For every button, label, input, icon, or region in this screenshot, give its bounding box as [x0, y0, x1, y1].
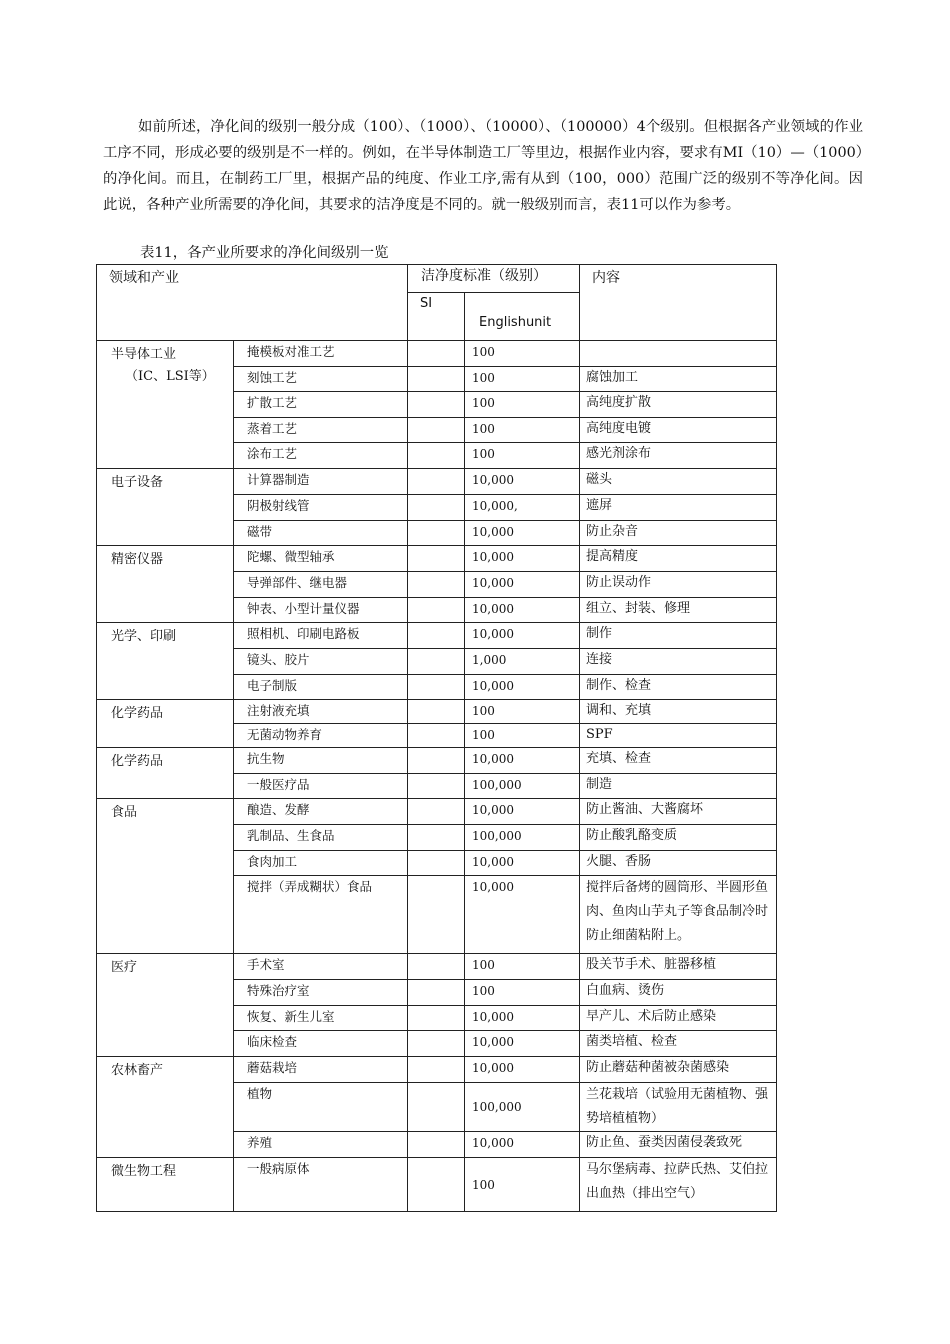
- table-row: [97, 469, 777, 495]
- english-unit-cell: 100: [465, 341, 580, 367]
- content-cell: 高纯度扩散: [580, 392, 777, 418]
- category-cell: [97, 748, 234, 799]
- subfield-cell: 临床检查: [234, 1031, 408, 1057]
- si-cell: [408, 521, 465, 546]
- subfield-cell: 磁带: [234, 521, 408, 546]
- si-cell: [408, 418, 465, 443]
- subfield-cell: 刻蚀工艺: [234, 367, 408, 392]
- si-cell: [408, 980, 465, 1006]
- header-english-unit: Englishunit: [465, 293, 580, 341]
- english-unit-cell: 100: [465, 443, 580, 469]
- content-cell: 搅拌后备烤的圆筒形、半圆形鱼肉、鱼肉山芋丸子等食品制冷时防止细菌粘附上。: [580, 876, 777, 954]
- subfield-cell: 注射液充填: [234, 700, 408, 724]
- category-cell: [97, 341, 234, 469]
- table-row: [97, 954, 777, 980]
- subfield-cell: 蘑菇栽培: [234, 1057, 408, 1083]
- subfield-cell: 搅拌（弄成糊状）食品: [234, 876, 408, 954]
- si-cell: [408, 675, 465, 700]
- content-cell: 遮屏: [580, 495, 777, 521]
- content-cell: 早产儿、术后防止感染: [580, 1006, 777, 1031]
- english-unit-cell: 100: [465, 367, 580, 392]
- category-label: 光学、印刷: [111, 629, 177, 644]
- si-cell: [408, 724, 465, 748]
- category-label: 微生物工程: [111, 1164, 177, 1179]
- header-si: SI: [408, 293, 465, 341]
- subfield-cell: 掩模板对准工艺: [234, 341, 408, 367]
- english-unit-cell: 10,000: [465, 799, 580, 825]
- subfield-cell: 植物: [234, 1083, 408, 1132]
- category-label: 食品: [111, 805, 138, 820]
- english-unit-cell: 10,000,: [465, 495, 580, 521]
- subfield-cell: 手术室: [234, 954, 408, 980]
- english-unit-cell: 100: [465, 954, 580, 980]
- si-cell: [408, 851, 465, 876]
- english-unit-cell: 100: [465, 724, 580, 748]
- content-cell: 高纯度电镀: [580, 418, 777, 443]
- subfield-cell: 阴极射线管: [234, 495, 408, 521]
- content-cell: 防止鱼、蚕类因菌侵袭致死: [580, 1132, 777, 1158]
- category-cell: [97, 1057, 234, 1158]
- category-sublabel: （IC、LSI等）: [125, 369, 215, 384]
- english-unit-cell: 100: [465, 418, 580, 443]
- content-cell: 白血病、烫伤: [580, 980, 777, 1006]
- si-cell: [408, 774, 465, 799]
- content-cell: 火腿、香肠: [580, 851, 777, 876]
- english-unit-cell: 10,000: [465, 851, 580, 876]
- si-cell: [408, 367, 465, 392]
- english-unit-cell: 1,000: [465, 649, 580, 675]
- english-unit-cell: 10,000: [465, 1132, 580, 1158]
- category-label: 电子设备: [111, 475, 164, 490]
- category-cell: [97, 954, 234, 1057]
- english-unit-cell: 100: [465, 700, 580, 724]
- content-cell: 制作、检查: [580, 675, 777, 700]
- table-row: [97, 748, 777, 774]
- subfield-cell: 蒸着工艺: [234, 418, 408, 443]
- subfield-cell: 恢复、新生儿室: [234, 1006, 408, 1031]
- subfield-cell: 电子制版: [234, 675, 408, 700]
- subfield-cell: 养殖: [234, 1132, 408, 1158]
- subfield-cell: 无菌动物养育: [234, 724, 408, 748]
- table-caption: 表11，各产业所要求的净化间级别一览: [140, 245, 389, 261]
- category-cell: [97, 1158, 234, 1212]
- content-cell: 防止酱油、大酱腐坏: [580, 799, 777, 825]
- si-cell: [408, 1083, 465, 1132]
- english-unit-cell: 100,000: [465, 825, 580, 851]
- si-cell: [408, 799, 465, 825]
- content-cell: 防止误动作: [580, 572, 777, 598]
- english-unit-cell: 10,000: [465, 546, 580, 572]
- category-label: 化学药品: [111, 706, 164, 721]
- category-label: 精密仪器: [111, 552, 164, 567]
- content-cell: 防止酸乳酪变质: [580, 825, 777, 851]
- si-cell: [408, 1158, 465, 1212]
- intro-paragraph: 如前所述，净化间的级别一般分成（100）、（1000）、（10000）、（100000）4个级别。但根据各产业领域的作业工序不同，形成必要的级别是不一样的。例如，在半导体制造工厂等里边，根据作业内容，要求有MI（10）—（1000）的净化间。而且，在制药工厂里，根据产品的纯度、作业工序,需有从到（100，000）范围广泛的级别不等净化间。因此说，各种产业所需要的净化间，其要求的洁净度是不同的。就一般级别而言，表11可以作为参考。: [103, 119, 863, 213]
- content-cell: 提高精度: [580, 546, 777, 572]
- subfield-cell: 扩散工艺: [234, 392, 408, 418]
- english-unit-cell: 100: [465, 392, 580, 418]
- si-cell: [408, 825, 465, 851]
- table-row: [97, 799, 777, 825]
- subfield-cell: 计算器制造: [234, 469, 408, 495]
- category-label: 化学药品: [111, 754, 164, 769]
- si-cell: [408, 748, 465, 774]
- si-cell: [408, 392, 465, 418]
- english-unit-cell: 10,000: [465, 623, 580, 649]
- subfield-cell: 特殊治疗室: [234, 980, 408, 1006]
- category-cell: [97, 799, 234, 954]
- english-unit-cell: 100: [465, 1158, 580, 1212]
- content-cell: 腐蚀加工: [580, 367, 777, 392]
- english-unit-cell: 10,000: [465, 521, 580, 546]
- si-cell: [408, 876, 465, 954]
- content-cell: 磁头: [580, 469, 777, 495]
- content-cell: 调和、充填: [580, 700, 777, 724]
- si-cell: [408, 572, 465, 598]
- table-row: [97, 623, 777, 649]
- content-cell: 感光剂涂布: [580, 443, 777, 469]
- si-cell: [408, 623, 465, 649]
- si-cell: [408, 1006, 465, 1031]
- header-content: 内容: [580, 265, 777, 341]
- table-row: [97, 341, 777, 367]
- table-row: [97, 700, 777, 724]
- category-label: 农林畜产: [111, 1063, 164, 1078]
- content-cell: 连接: [580, 649, 777, 675]
- english-unit-cell: 10,000: [465, 675, 580, 700]
- english-unit-cell: 10,000: [465, 469, 580, 495]
- si-cell: [408, 546, 465, 572]
- english-unit-cell: 10,000: [465, 1006, 580, 1031]
- content-cell: 兰花栽培（试验用无菌植物、强势培植植物）: [580, 1083, 777, 1132]
- header-cleanliness: 洁净度标准（级别）: [408, 265, 580, 293]
- english-unit-cell: 100,000: [465, 774, 580, 799]
- header-field: 领域和产业: [97, 265, 408, 341]
- content-cell: [580, 341, 777, 367]
- category-cell: [97, 469, 234, 546]
- subfield-cell: 陀螺、微型轴承: [234, 546, 408, 572]
- subfield-cell: 钟表、小型计量仪器: [234, 598, 408, 623]
- category-cell: [97, 623, 234, 700]
- subfield-cell: 酿造、发酵: [234, 799, 408, 825]
- table-row: [97, 546, 777, 572]
- content-cell: 制作: [580, 623, 777, 649]
- si-cell: [408, 469, 465, 495]
- english-unit-cell: 10,000: [465, 1031, 580, 1057]
- table-body: [97, 341, 777, 1212]
- subfield-cell: 一般医疗品: [234, 774, 408, 799]
- content-cell: 组立、封装、修理: [580, 598, 777, 623]
- english-unit-cell: 100,000: [465, 1083, 580, 1132]
- english-unit-cell: 10,000: [465, 598, 580, 623]
- content-cell: 充填、检查: [580, 748, 777, 774]
- english-unit-cell: 100: [465, 980, 580, 1006]
- english-unit-cell: 10,000: [465, 876, 580, 954]
- content-cell: 股关节手术、脏器移植: [580, 954, 777, 980]
- si-cell: [408, 1057, 465, 1083]
- category-label: 医疗: [111, 960, 138, 975]
- cleanroom-class-table: [96, 264, 777, 1212]
- content-cell: 防止杂音: [580, 521, 777, 546]
- category-label: 半导体工业: [111, 347, 177, 362]
- subfield-cell: 乳制品、生食品: [234, 825, 408, 851]
- subfield-cell: 食肉加工: [234, 851, 408, 876]
- content-cell: 马尔堡病毒、拉萨氏热、艾伯拉出血热（排出空气）: [580, 1158, 777, 1212]
- si-cell: [408, 443, 465, 469]
- subfield-cell: 照相机、印刷电路板: [234, 623, 408, 649]
- subfield-cell: 镜头、胶片: [234, 649, 408, 675]
- table-row: [97, 1158, 777, 1212]
- subfield-cell: 涂布工艺: [234, 443, 408, 469]
- content-cell: 防止蘑菇种菌被杂菌感染: [580, 1057, 777, 1083]
- si-cell: [408, 495, 465, 521]
- category-cell: [97, 700, 234, 748]
- content-cell: 制造: [580, 774, 777, 799]
- si-cell: [408, 649, 465, 675]
- english-unit-cell: 10,000: [465, 1057, 580, 1083]
- content-cell: SPF: [580, 724, 777, 748]
- si-cell: [408, 1132, 465, 1158]
- si-cell: [408, 1031, 465, 1057]
- subfield-cell: 一般病原体: [234, 1158, 408, 1212]
- si-cell: [408, 700, 465, 724]
- subfield-cell: 导弹部件、继电器: [234, 572, 408, 598]
- si-cell: [408, 598, 465, 623]
- english-unit-cell: 10,000: [465, 572, 580, 598]
- table-row: [97, 1057, 777, 1083]
- subfield-cell: 抗生物: [234, 748, 408, 774]
- content-cell: 菌类培植、检查: [580, 1031, 777, 1057]
- english-unit-cell: 10,000: [465, 748, 580, 774]
- si-cell: [408, 341, 465, 367]
- si-cell: [408, 954, 465, 980]
- category-cell: [97, 546, 234, 623]
